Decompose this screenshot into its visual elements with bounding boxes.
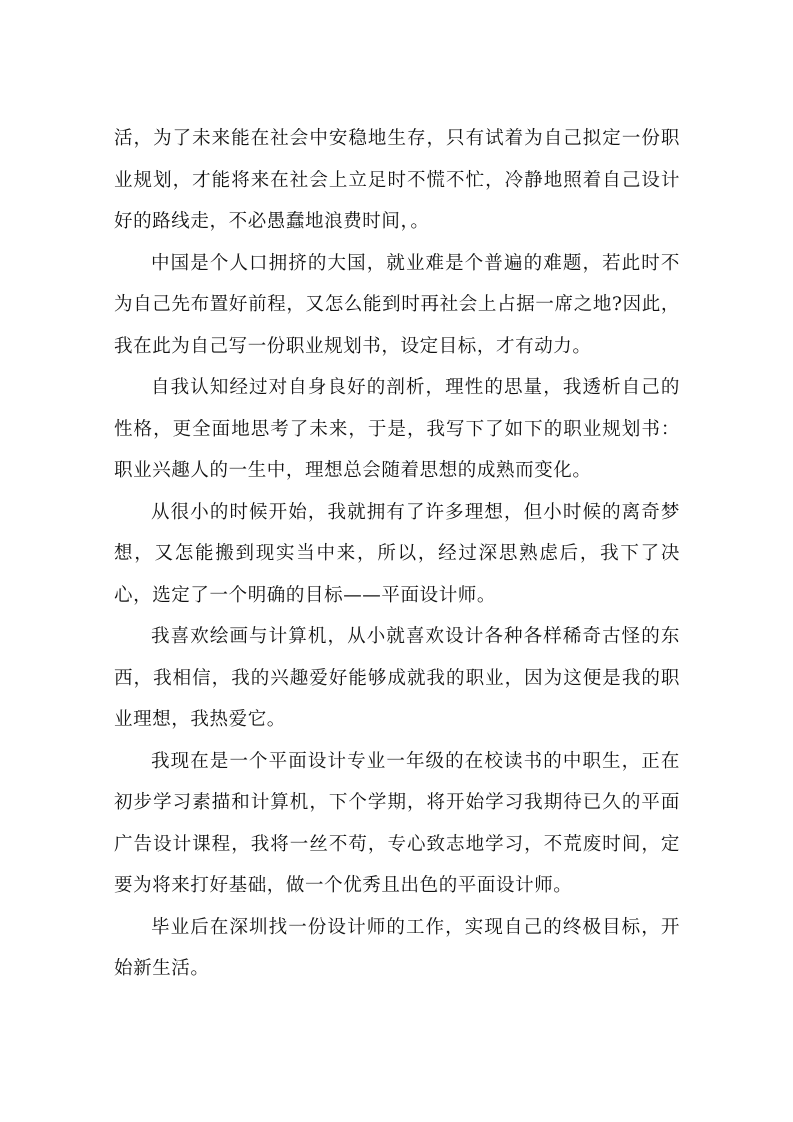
document-body	[114, 118, 680, 990]
paragraph: 自我认知经过对自身良好的剖析，理性的思量，我透析自己的性格，更全面地思考了未来，于是，我写下了如下的职业规划书：职业兴趣人的一生中，理想总会随着思想的成熟而变化。	[114, 377, 680, 481]
paragraph: 中国是个人口拥挤的大国，就业难是个普遍的难题，若此时不为自己先布置好前程，又怎么能到时再社会上占据一席之地?因此，我在此为自己写一份职业规划书，设定目标，才有动力。	[114, 252, 680, 357]
paragraph-continuation: 活，为了未来能在社会中安稳地生存，只有试着为自己拟定一份职业规划，才能将来在社会上立足时不慌不忙，冷静地照着自己设计好的路线走，不必愚蠢地浪费时间，。	[114, 128, 680, 232]
paragraph: 我现在是一个平面设计专业一年级的在校读书的中职生，正在初步学习素描和计算机，下个学期，将开始学习我期待已久的平面广告设计课程，我将一丝不苟，专心致志地学习，不荒废时间，定要为将来打好基础，做一个优秀且出色的平面设计师。	[114, 750, 680, 896]
paragraph: 毕业后在深圳找一份设计师的工作，实现自己的终极目标，开始新生活。	[114, 916, 680, 979]
paragraph: 从很小的时候开始，我就拥有了许多理想，但小时候的离奇梦想，又怎能搬到现实当中来，所以，经过深思熟虑后，我下了决心，选定了一个明确的目标——平面设计师。	[114, 501, 680, 606]
paragraph: 我喜欢绘画与计算机，从小就喜欢设计各种各样稀奇古怪的东西，我相信，我的兴趣爱好能够成就我的职业，因为这便是我的职业理想，我热爱它。	[114, 626, 680, 730]
